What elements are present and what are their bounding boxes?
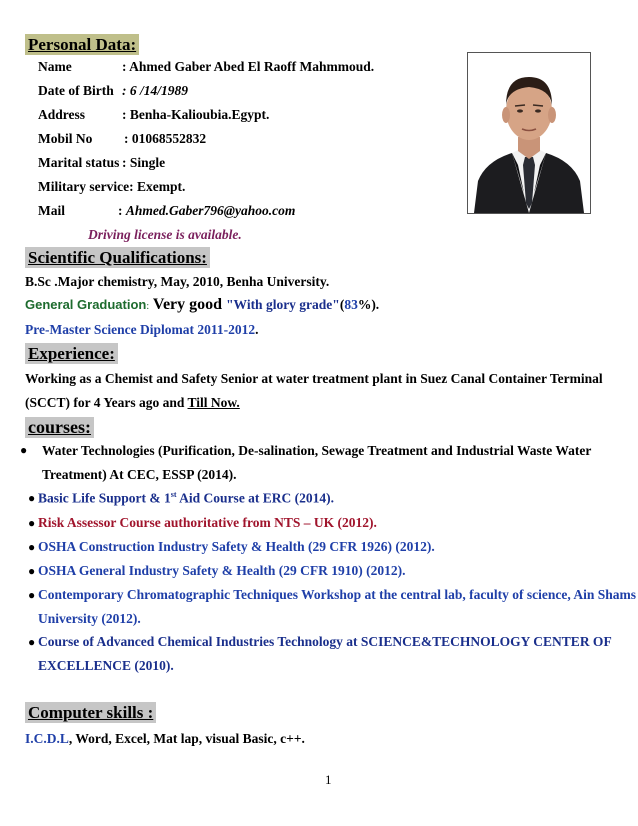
address-value: : Benha-Kalioubia.Egypt. [122, 107, 270, 122]
computer-skills-line [25, 731, 305, 747]
course-chemical-industries-line-2: EXCELLENCE (2010). [38, 658, 174, 673]
dob-value: : 6 /14/1989 [122, 83, 188, 98]
graduation-pct-open: ( [339, 297, 345, 312]
computer-skills-rest: , Word, Excel, Mat lap, visual Basic, c++. [68, 731, 305, 746]
military-label: Military service [38, 179, 130, 194]
name-row [38, 59, 374, 75]
bullet-icon: ● [28, 635, 36, 649]
course-water-line-2: Treatment) At CEC, ESSP (2014). [42, 467, 237, 482]
icdl-text: I.C.D.L [25, 731, 69, 746]
premaster-text: Pre-Master Science Diplomat 2011-2012 [25, 322, 256, 337]
graduation-label: General Graduation [25, 297, 147, 312]
person-photo-icon [468, 53, 590, 213]
premaster-end: . [255, 322, 259, 337]
courses-heading: courses: [25, 417, 94, 438]
graduation-percent: 83 [344, 297, 358, 312]
experience-line-2-text: (SCCT) for 4 Years ago and [25, 395, 188, 410]
course-bls-b: Aid Course at ERC (2014). [176, 490, 335, 506]
graduation-glory: "With glory grade" [226, 297, 340, 312]
military-value: : Exempt. [129, 179, 186, 194]
bullet-icon: ● [28, 540, 36, 554]
course-osha-construction: OSHA Construction Industry Safety & Health (29 CFR 1926) (2012). [38, 539, 435, 554]
experience-till-now: Till Now. [187, 395, 240, 410]
mobile-row [38, 131, 206, 147]
experience-heading: Experience: [25, 343, 118, 364]
graduation-grade: Very good [149, 296, 227, 313]
premaster-line [25, 322, 258, 338]
mobile-label: Mobil No [38, 131, 93, 146]
dob-row [38, 83, 188, 99]
bullet-icon: ● [28, 564, 36, 578]
scientific-qualifications-heading: Scientific Qualifications: [25, 247, 210, 268]
bullet-icon: ● [28, 491, 36, 505]
course-risk-assessor: Risk Assessor Course authoritative from NTS – UK (2012). [38, 515, 377, 530]
marital-value: : Single [122, 155, 166, 170]
experience-line-2 [25, 395, 240, 411]
military-row [38, 179, 185, 195]
mail-sep: : [118, 203, 126, 218]
bullet-icon: ● [28, 588, 36, 602]
course-bls [38, 490, 334, 507]
name-value: : Ahmed Gaber Abed El Raoff Mahmmoud. [122, 59, 375, 74]
graduation-pct-close: %). [357, 297, 380, 312]
name-label: Name [38, 59, 72, 74]
course-chromatography-line-1: Contemporary Chromatographic Techniques Workshop at the central lab, faculty of science, Ain Shams [38, 587, 637, 602]
address-row [38, 107, 269, 123]
course-bls-a: Basic Life Support & 1 [38, 490, 171, 506]
computer-skills-heading: Computer skills : [25, 702, 156, 723]
mail-value[interactable]: Ahmed.Gaber796@yahoo.com [125, 203, 296, 218]
experience-line-1: Working as a Chemist and Safety Senior at water treatment plant in Suez Canal Container Terminal [25, 371, 603, 386]
dob-label: Date of Birth [38, 83, 114, 98]
graduation-line [25, 296, 379, 314]
profile-photo [467, 52, 591, 214]
mobile-value: : 01068552832 [124, 131, 207, 146]
driving-license-note: Driving license is available. [88, 227, 242, 242]
marital-row [38, 155, 165, 171]
mail-label: Mail [38, 203, 65, 218]
bsc-line: B.Sc .Major chemistry, May, 2010, Benha University. [25, 274, 330, 289]
marital-label: Marital status [38, 155, 120, 170]
course-osha-general: OSHA General Industry Safety & Health (29 CFR 1910) (2012). [38, 563, 406, 578]
mail-row [38, 203, 295, 219]
bullet-icon: ● [20, 443, 28, 457]
course-water-line-1: Water Technologies (Purification, De-salination, Sewage Treatment and Industrial Waste Water [42, 443, 592, 458]
bullet-icon: ● [28, 516, 36, 530]
course-bls-sup: st [170, 490, 177, 499]
personal-data-heading: Personal Data: [25, 34, 139, 55]
graduation-colon: : [146, 301, 150, 312]
address-label: Address [38, 107, 86, 122]
course-chromatography-line-2: University (2012). [38, 611, 141, 626]
course-chemical-industries-line-1: Course of Advanced Chemical Industries Technology at SCIENCE&TECHNOLOGY CENTER OF [38, 634, 612, 649]
page-number: 1 [325, 772, 332, 787]
